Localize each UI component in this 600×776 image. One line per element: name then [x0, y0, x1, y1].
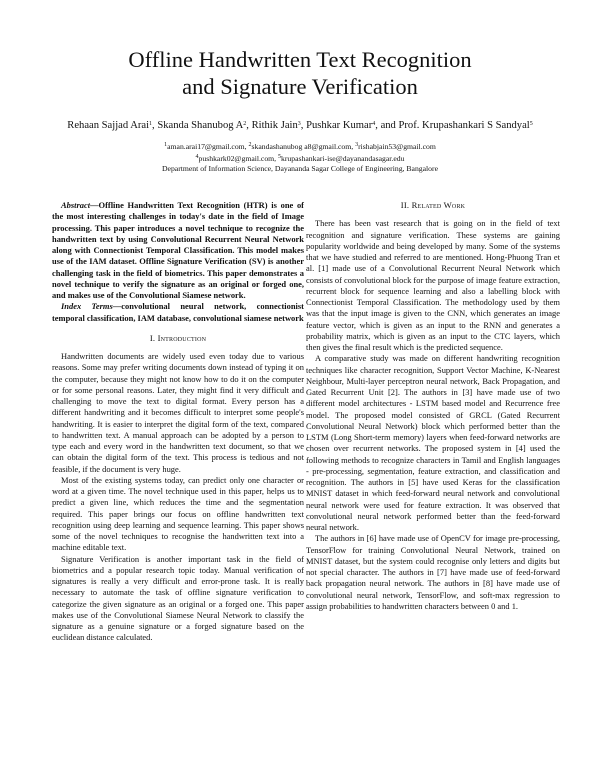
section-heading-introduction: I. Introduction: [149, 332, 207, 343]
author-mark: 4: [372, 121, 376, 127]
author-name: Skanda Shanubog A: [157, 120, 244, 131]
abstract-text: —Offline Handwritten Text Recognition (HTR) is one of the most interesting challenges in today's date in the field of Image processing. This paper introduces a novel technique to recognize the handwritten text by using Convolutional Recurrent Neural Network along with Connectionist Temporal Classification. This model makes use of the IAM dataset. Offline Signature Verification (SV) is another challenging task in the field of biometrics. This paper demonstrates a novel technique to verify the signature as an original or forged one, and makes use of the Convolutional Siamese network.: [52, 200, 304, 300]
email-line: $^4$pushkark02@gmail.com, $^5$krupashankari-ise@dayanandasagar.edu: [195, 154, 405, 163]
author-mark: 1: [149, 121, 153, 127]
index-terms: [52, 301, 304, 324]
author-name: Rehaan Sajjad Arai: [67, 120, 150, 131]
index-terms-lead: Index Terms: [61, 301, 113, 312]
author-emails: [0, 140, 600, 174]
index-terms-text: —convolutional neural network, connectionist temporal classification, IAM database, convolutional siamese network: [52, 301, 304, 323]
body-paragraph: Most of the existing systems today, can predict only one character or word at a given time. The novel technique used in this paper, helps us to predict a given line, which reduces the time and the segmentation required. This paper brings our focus on offline handwritten text recognition using deep learning and sequence learning. This paper shows some of the novel techniques to recognise the handwritten text into a machine editable text.: [52, 474, 304, 553]
email-mark: 2: [248, 142, 252, 148]
body-paragraph: Signature Verification is another important task in the field of biometrics and a popular research topic today. Manual verification of signatures is really a very difficult and error-prone task. It is really necessary to automate the task of offline signature verification to categorize the given signature as an original or a forged one. This paper makes use of the Convolutional Siamese Neural Network to classify the signature as a genuine signature or a forged signature based on the euclidean distance calculated.: [52, 553, 304, 643]
author-mark: 2: [243, 121, 247, 127]
author-name: Pushkar Kumar: [306, 120, 373, 131]
body-paragraph: There has been vast research that is going on in the field of text recognition and signature verification. These systems are gaining popularity worldwide and being developed by many. Some of the systems that we have studied and referred to are mentioned. Hong-Phuong Tran et al. [1] made use of a Convolutional Recurrent Neural Network which consists of convolutional block for the purpose of image feature extraction, recurrent block for sequence learning and also a labelling block with Connectionist Temporal Classification. The methodology used by them was that the input image is given to the CNN, which generates an image feature vector, which is given as an input to the RNN and generates a probability matrix, which is given as an input to the CTC layers, which then gives the final result which is the predicted sequence.: [306, 218, 560, 352]
email-line: $^1$aman.arai17@gmail.com, $^2$skandashanubog a8@gmail.com, $^3$rishabjain53@gmail.com: [164, 142, 436, 151]
email-address: aman.arai17@gmail.com: [167, 142, 245, 151]
email-mark: 3: [355, 142, 359, 148]
author-mark: 5: [529, 121, 533, 127]
author-mark: 3: [297, 121, 301, 127]
abstract: [52, 200, 304, 301]
author-name: Rithik Jain: [251, 120, 298, 131]
left-column: [52, 200, 304, 644]
body-paragraph: The authors in [6] have made use of OpenCV for image pre-processing, TensorFlow for training Convolutional Neural Network, trained on MNIST dataset, but the system could recognise only letters and digits but not special character. The authors in [7] have made use of feed-forward back propagation neural network. The authors in [8] have made use of convolutional neural network, TensorFlow, and soft-max regression to assign probabilities to handwritten characters between 0 and 1.: [306, 533, 560, 611]
author-name: Prof. Krupashankari S Sandyal: [398, 120, 530, 131]
email-mark: 4: [195, 154, 199, 160]
right-column: [306, 200, 560, 612]
abstract-lead: Abstract: [61, 200, 91, 210]
email-address: skandashanubog a8@gmail.com: [251, 142, 352, 151]
section-heading-related-work: II. Related Work: [400, 200, 466, 210]
email-mark: 5: [278, 154, 282, 160]
body-paragraph: A comparative study was made on different handwriting recognition techniques like character recognition, Support Vector Machine, K-Nearest Neighbour, Multi-layer perceptron neural network, Back Propagation, and Gated Recurrent Unit [2]. The authors in [3] have made use of two different model architectures - LSTM based model and Recurrence free model. The proposed model consisted of GRCL (Gated Recurrent Convolutional Neural Network) block which performed better than the LSTM (Long Short-term memory) layers when feed-forward networks are chosen over recurrent networks. The proposed system in [4] used the following methods to recognize characters in Tamil and English languages - pre-processing, segmentation, feature extraction, and classification and recognition. The authors in [5] have used Keras for the classification MNIST dataset in which feed-forward neural network and convolutional neural network were used for feature extraction. It was observed that convolutional neural network performed better than the feed-forward neural network.: [306, 353, 560, 532]
title-line-1: Offline Handwritten Text Recognition: [128, 47, 472, 72]
email-address: pushkark02@gmail.com: [198, 154, 275, 163]
title-line-2: and Signature Verification: [182, 74, 418, 99]
paper-title: [0, 46, 600, 100]
affiliation: Department of Information Science, Dayananda Sagar College of Engineering, Bangalore: [161, 164, 438, 173]
email-address: rishabjain53@gmail.com: [358, 142, 436, 151]
body-paragraph: Handwritten documents are widely used even today due to various reasons. Some may prefer writing documents down instead of typing it on the computer, because they might not know how to do it on the computer or for some personal reasons. Later, they might find it very difficult and challenging to move the text to digital format. Every person has a different handwriting and it becomes difficult to interpret some people's handwriting. It is easier to interpret the digital form of the text, compared to handwritten text. A manual approach can be adopted by a person to type each and every word in the handwritten text document, so that we can obtain the digital form of the text. This process is tedious and not feasible, if the document is very huge.: [52, 351, 304, 474]
email-address: krupashankari-ise@dayanandasagar.edu: [281, 154, 405, 163]
email-mark: 1: [164, 142, 168, 148]
author-list: Rehaan Sajjad Arai$^1$, Skanda Shanubog $A^2$, Rithik Jain$^3$, Pushkar Kumar$^4$, and Prof. Krupashankari S Sandyal$^5$: [67, 120, 533, 131]
